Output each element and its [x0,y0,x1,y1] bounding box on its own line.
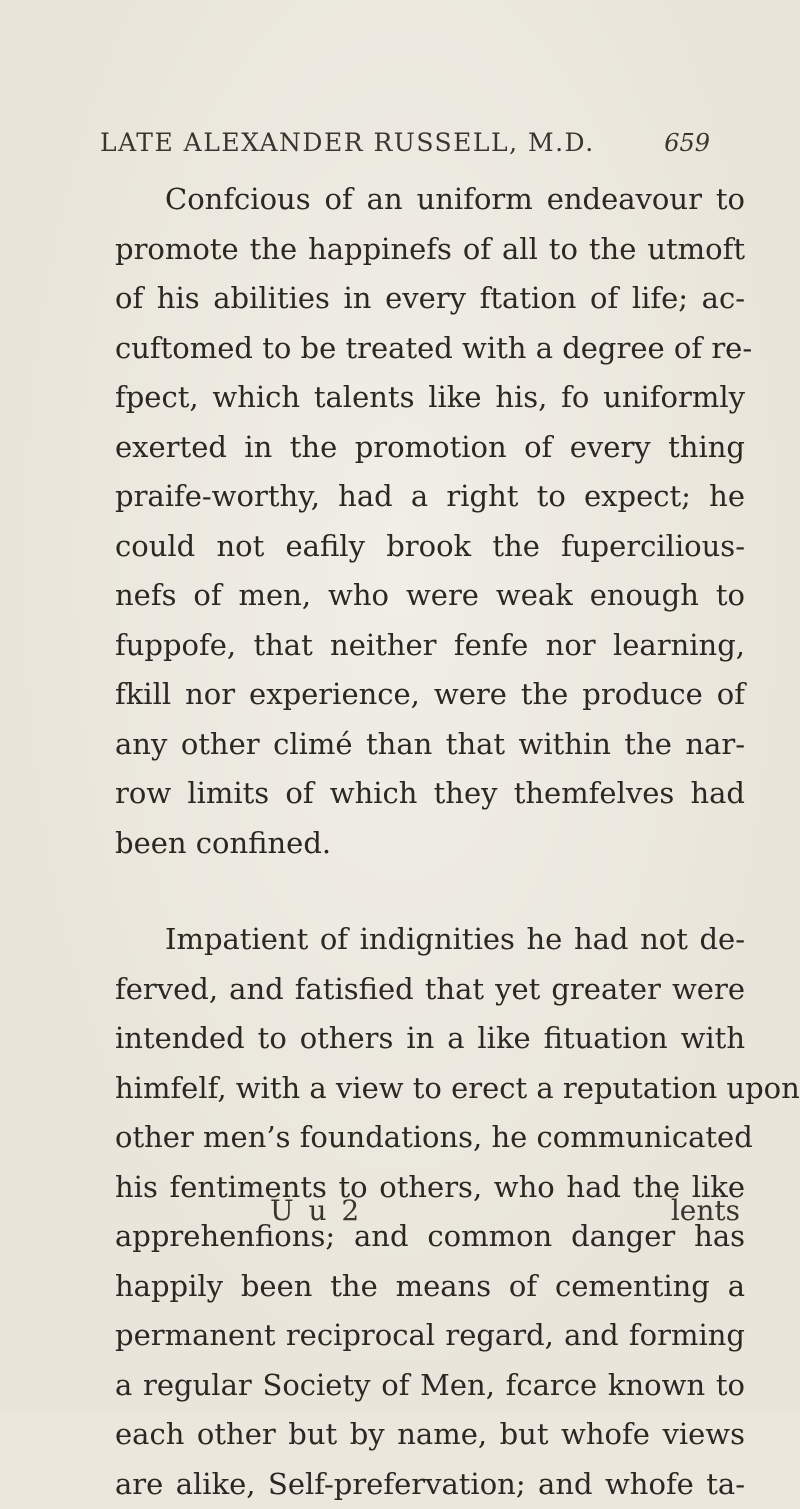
text-line: permanent reciprocal regard, and forming [115,1311,745,1361]
text-line: apprehenfions; and common danger has [115,1212,745,1262]
text-line: promote the happinefs of all to the utmoft [115,225,745,275]
text-line: a regular Society of Men, fcarce known to [115,1361,745,1411]
text-line: of his abilities in every ftation of life; ac- [115,274,745,324]
text-line: himfelf, with a view to erect a reputation upon [115,1064,745,1114]
text-line: intended to others in a like fituation with [115,1014,745,1064]
text-line: any other climé than that within the nar- [115,720,745,770]
text-line: other men’s foundations, he communicated [115,1113,745,1163]
page-footer [270,1194,740,1227]
text-line: row limits of which they themfelves had [115,769,745,819]
text-line: fpect, which talents like his, fo uniformly [115,373,745,423]
body-text [115,175,745,1509]
paragraph-gap [115,868,745,915]
text-line: happily been the means of cementing a [115,1262,745,1312]
text-line: Impatient of indignities he had not de- [115,915,745,965]
paragraph-1 [115,175,745,868]
text-line: his fentiments to others, who had the like [115,1163,745,1213]
text-line: fkill nor experience, were the produce of [115,670,745,720]
text-line: praife-worthy, had a right to expect; he [115,472,745,522]
text-line: Confcious of an uniform endeavour to [115,175,745,225]
running-title: LATE ALEXANDER RUSSELL, M.D. [100,128,595,157]
signature-mark: U u 2 [270,1194,362,1227]
catchword: lents [671,1194,740,1227]
text-line: ferved, and fatisfied that yet greater were [115,965,745,1015]
text-line: each other but by name, but whofe views [115,1410,745,1460]
text-line: been confined. [115,819,745,869]
text-line: nefs of men, who were weak enough to [115,571,745,621]
text-line: exerted in the promotion of every thing [115,423,745,473]
text-line: cuftomed to be treated with a degree of re- [115,324,745,374]
text-line: are alike, Self-prefervation; and whofe ta- [115,1460,745,1509]
page-number: 659 [664,129,710,157]
text-line: fuppofe, that neither fenfe nor learning, [115,621,745,671]
text-line: could not eafily brook the fupercilious- [115,522,745,572]
running-header [100,128,710,157]
